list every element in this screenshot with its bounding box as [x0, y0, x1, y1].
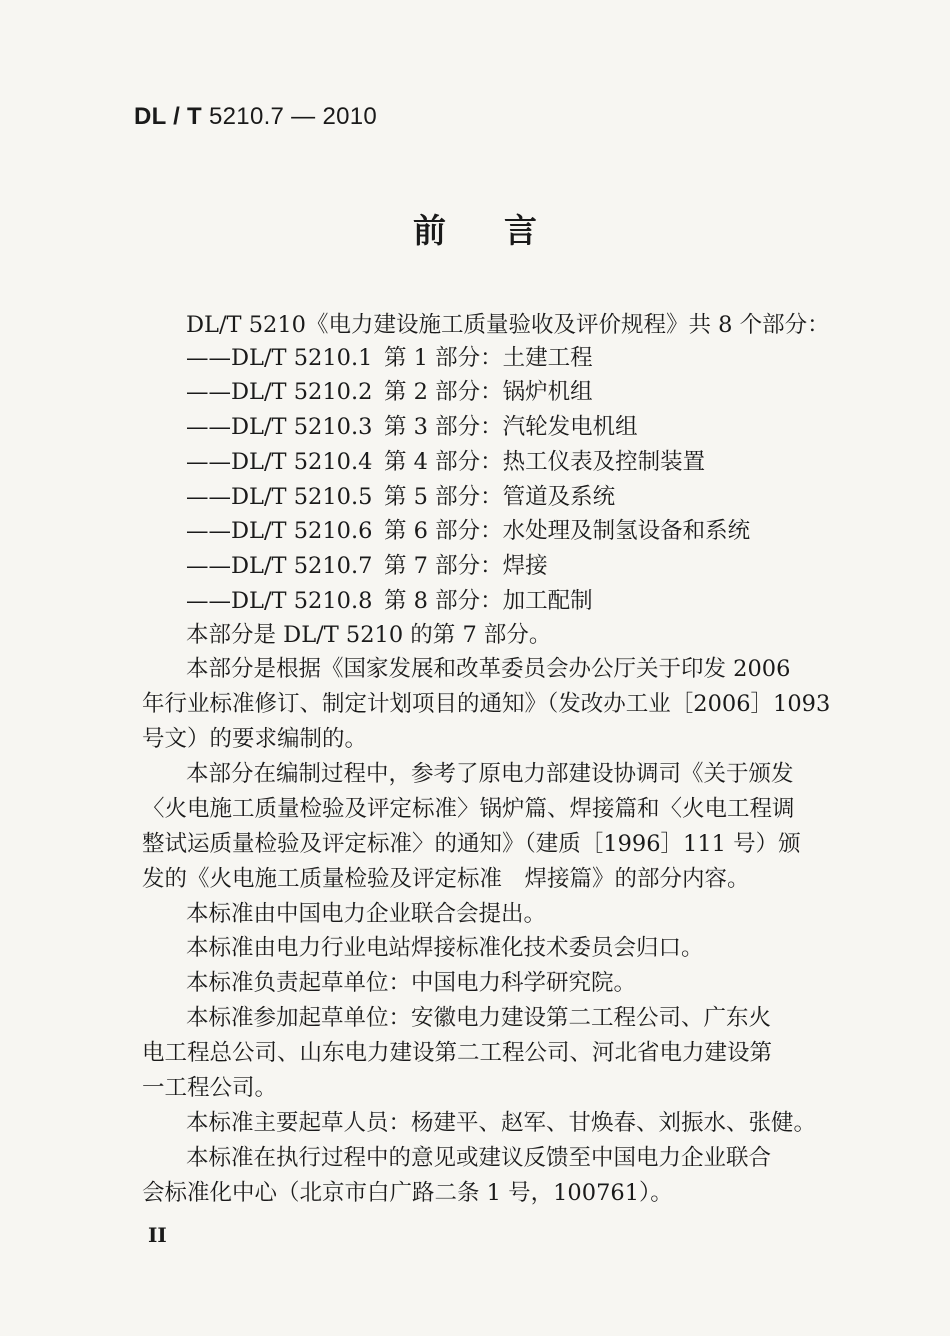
- page-title: 前言: [413, 211, 595, 250]
- intro-line: DL/T 5210《电力建设施工质量验收及评价规程》共 8 个部分：: [186, 312, 830, 338]
- paragraph-line: 一工程公司。: [142, 1075, 278, 1101]
- part-row: [186, 377, 593, 407]
- part-row: [186, 412, 638, 442]
- paragraph-line: 号文）的要求编制的。: [142, 726, 368, 752]
- paragraph: 本部分是 DL/T 5210 的第 7 部分。: [186, 622, 552, 648]
- code-number: 5210.7 — 2010: [202, 103, 378, 130]
- paragraph-line: 年行业标准修订、制定计划项目的通知》（发改办工业［2006］1093: [142, 691, 831, 717]
- paragraph-line: 本标准在执行过程中的意见或建议反馈至中国电力企业联合: [186, 1145, 772, 1171]
- document-code: [134, 103, 377, 131]
- part-code: ——DL/T 5210.5: [186, 484, 373, 510]
- paragraph: 本标准由中国电力企业联合会提出。: [186, 901, 547, 927]
- part-name: 第 4 部分：热工仪表及控制装置: [384, 449, 706, 475]
- part-code: ——DL/T 5210.8: [186, 588, 373, 614]
- part-name: 第 3 部分：汽轮发电机组: [384, 414, 638, 440]
- paragraph-line: 电工程总公司、山东电力建设第二工程公司、河北省电力建设第: [142, 1040, 773, 1066]
- paragraph-line: 本部分是根据《国家发展和改革委员会办公厅关于印发 2006: [186, 656, 791, 682]
- part-code: ——DL/T 5210.3: [186, 414, 373, 440]
- part-row: [186, 586, 593, 616]
- paragraph-line: 发的《火电施工质量检验及评定标准 焊接篇》的部分内容。: [142, 866, 750, 892]
- part-code: ——DL/T 5210.6: [186, 518, 373, 544]
- page-number: II: [148, 1223, 167, 1247]
- paragraph-line: 整试运质量检验及评定标准〉的通知》（建质［1996］111 号）颁: [142, 831, 801, 857]
- part-code: ——DL/T 5210.4: [186, 449, 373, 475]
- paragraph: 本标准主要起草人员：杨建平、赵军、甘焕春、刘振水、张健。: [186, 1110, 817, 1136]
- part-row: [186, 516, 750, 546]
- paragraph-line: 〈火电施工质量检验及评定标准〉锅炉篇、焊接篇和〈火电工程调: [142, 796, 795, 822]
- part-row: [186, 551, 548, 581]
- part-code: ——DL/T 5210.1: [186, 345, 373, 371]
- part-row: [186, 447, 705, 477]
- part-code: ——DL/T 5210.2: [186, 379, 373, 405]
- paragraph: 本标准负责起草单位：中国电力科学研究院。: [186, 970, 637, 996]
- part-name: 第 1 部分：土建工程: [384, 345, 593, 371]
- part-row: [186, 343, 593, 373]
- part-name: 第 2 部分：锅炉机组: [384, 379, 593, 405]
- paragraph-line: 本部分在编制过程中，参考了原电力部建设协调司《关于颁发: [186, 761, 794, 787]
- part-row: [186, 482, 615, 512]
- paragraph-line: 本标准参加起草单位：安徽电力建设第二工程公司、广东火: [186, 1005, 772, 1031]
- part-code: ——DL/T 5210.7: [186, 553, 373, 579]
- part-name: 第 5 部分：管道及系统: [384, 484, 616, 510]
- part-name: 第 6 部分：水处理及制氢设备和系统: [384, 518, 751, 544]
- code-prefix: DL / T: [134, 103, 203, 130]
- part-name: 第 7 部分：焊接: [384, 553, 548, 579]
- paragraph-line: 会标准化中心（北京市白广路二条 1 号，100761）。: [142, 1180, 673, 1206]
- paragraph: 本标准由电力行业电站焊接标准化技术委员会归口。: [186, 935, 704, 961]
- part-name: 第 8 部分：加工配制: [384, 588, 593, 614]
